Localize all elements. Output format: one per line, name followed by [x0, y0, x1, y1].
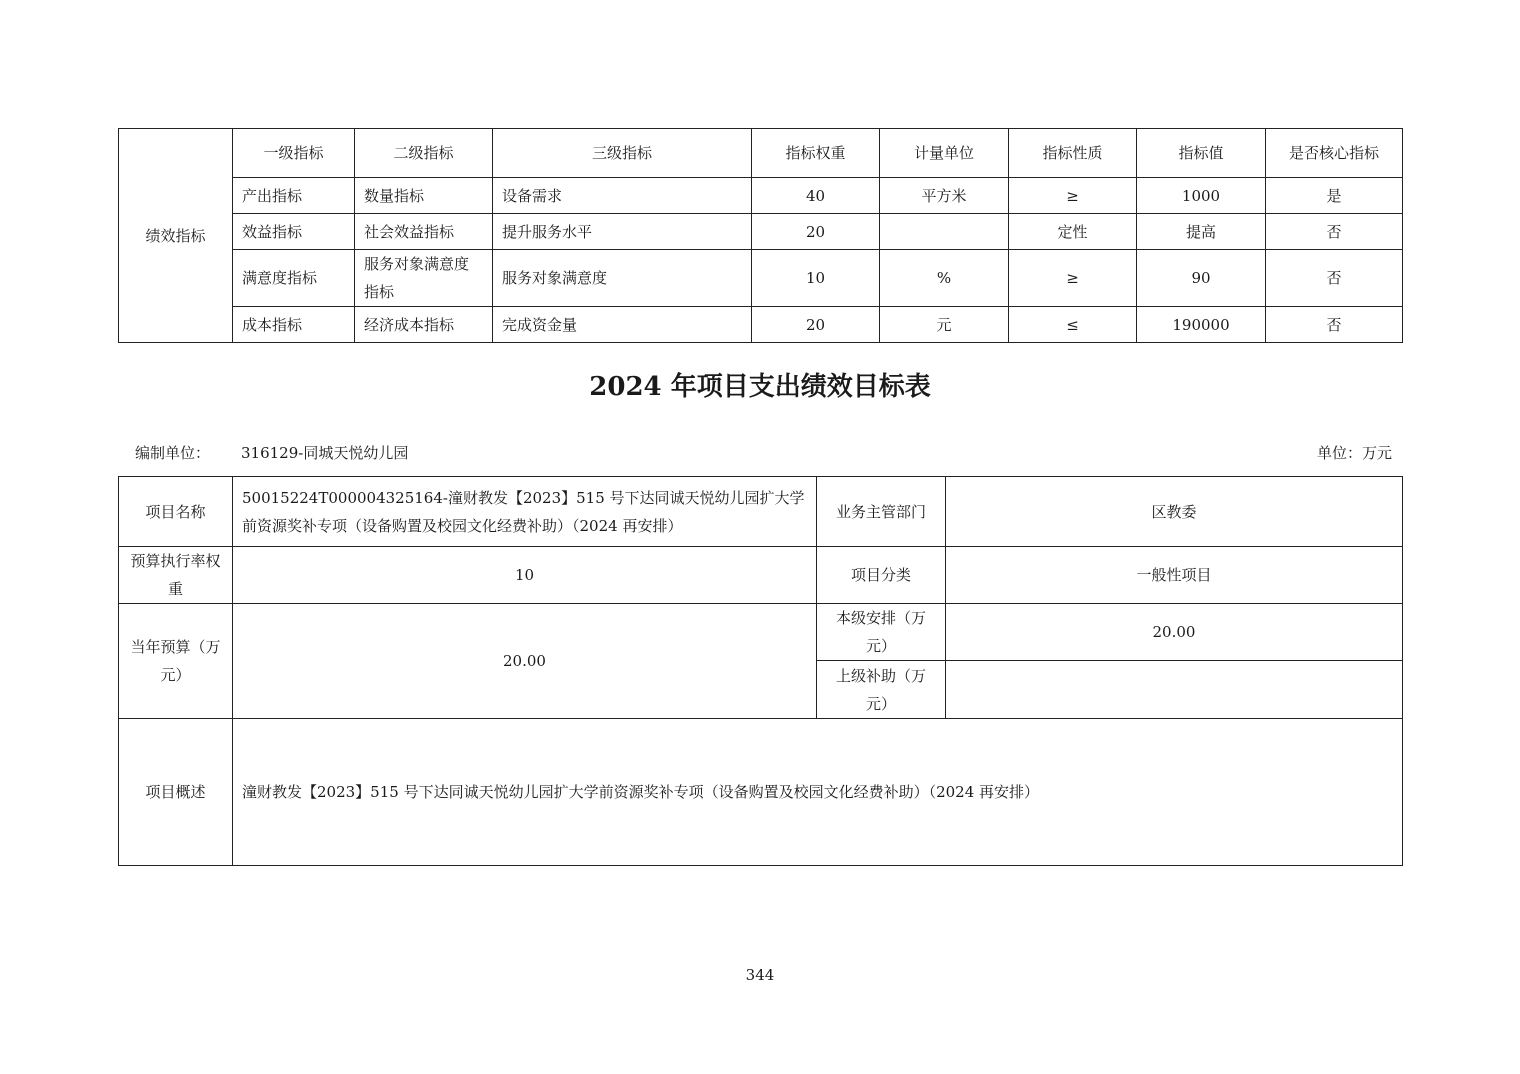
- budget-label: 当年预算（万元）: [119, 604, 233, 719]
- overview-label: 项目概述: [119, 719, 233, 866]
- header-core: 是否核心指标: [1266, 129, 1403, 178]
- cell-unit: %: [880, 250, 1009, 307]
- header-level2: 二级指标: [355, 129, 493, 178]
- cell-level1: 成本指标: [233, 307, 355, 343]
- local-value: 20.00: [946, 604, 1403, 661]
- cell-weight: 20: [752, 214, 880, 250]
- exec-rate-label: 预算执行率权重: [119, 547, 233, 604]
- table-row: [119, 214, 1403, 250]
- cell-weight: 20: [752, 307, 880, 343]
- budget-value: 20.00: [233, 604, 817, 719]
- cell-level1: 效益指标: [233, 214, 355, 250]
- cell-value: 1000: [1137, 178, 1266, 214]
- cell-level3: 提升服务水平: [493, 214, 752, 250]
- cell-core: 是: [1266, 178, 1403, 214]
- overview-value: 潼财教发【2023】515 号下达同诚天悦幼儿园扩大学前资源奖补专项（设备购置及校园文化经费补助）（2024 再安排）: [233, 719, 1403, 866]
- cell-level1: 满意度指标: [233, 250, 355, 307]
- header-nature: 指标性质: [1009, 129, 1137, 178]
- cell-level2: 经济成本指标: [355, 307, 493, 343]
- cell-weight: 40: [752, 178, 880, 214]
- cell-nature: ≥: [1009, 178, 1137, 214]
- exec-rate-value: 10: [233, 547, 817, 604]
- cell-core: 否: [1266, 307, 1403, 343]
- cell-level3: 完成资金量: [493, 307, 752, 343]
- project-name-label: 项目名称: [119, 477, 233, 547]
- header-weight: 指标权重: [752, 129, 880, 178]
- cell-level2: 服务对象满意度指标: [355, 250, 493, 307]
- header-level1: 一级指标: [233, 129, 355, 178]
- compiler-value: 316129-同城天悦幼儿园: [241, 444, 409, 462]
- header-level3: 三级指标: [493, 129, 752, 178]
- subsidy-label: 上级补助（万元）: [817, 661, 946, 719]
- cell-nature: 定性: [1009, 214, 1137, 250]
- cell-core: 否: [1266, 214, 1403, 250]
- performance-indicator-table: [118, 128, 1403, 343]
- section-label-performance: 绩效指标: [119, 129, 233, 343]
- table-row: [119, 307, 1403, 343]
- currency-unit: 单位：万元: [1316, 444, 1392, 462]
- category-value: 一般性项目: [946, 547, 1403, 604]
- header-value: 指标值: [1137, 129, 1266, 178]
- dept-value: 区教委: [946, 477, 1403, 547]
- dept-label: 业务主管部门: [817, 477, 946, 547]
- category-label: 项目分类: [817, 547, 946, 604]
- subsidy-value: [946, 661, 1403, 719]
- local-label: 本级安排（万元）: [817, 604, 946, 661]
- cell-value: 提高: [1137, 214, 1266, 250]
- cell-nature: ≤: [1009, 307, 1137, 343]
- cell-value: 190000: [1137, 307, 1266, 343]
- cell-nature: ≥: [1009, 250, 1137, 307]
- project-name-value: 50015224T000004325164-潼财教发【2023】515 号下达同诚天悦幼儿园扩大学前资源奖补专项（设备购置及校园文化经费补助）（2024 再安排）: [233, 477, 817, 547]
- cell-value: 90: [1137, 250, 1266, 307]
- header-unit: 计量单位: [880, 129, 1009, 178]
- table-row: [119, 250, 1403, 307]
- cell-weight: 10: [752, 250, 880, 307]
- project-info-table: [118, 476, 1403, 866]
- page-title: 2024 年项目支出绩效目标表: [589, 372, 931, 402]
- cell-level2: 社会效益指标: [355, 214, 493, 250]
- cell-level3: 服务对象满意度: [493, 250, 752, 307]
- table-row: [119, 178, 1403, 214]
- cell-unit: 平方米: [880, 178, 1009, 214]
- cell-core: 否: [1266, 250, 1403, 307]
- cell-level1: 产出指标: [233, 178, 355, 214]
- cell-level3: 设备需求: [493, 178, 752, 214]
- cell-level2: 数量指标: [355, 178, 493, 214]
- cell-unit: 元: [880, 307, 1009, 343]
- cell-unit: [880, 214, 1009, 250]
- page-number: 344: [745, 966, 775, 984]
- compiler-label: 编制单位：: [135, 444, 211, 462]
